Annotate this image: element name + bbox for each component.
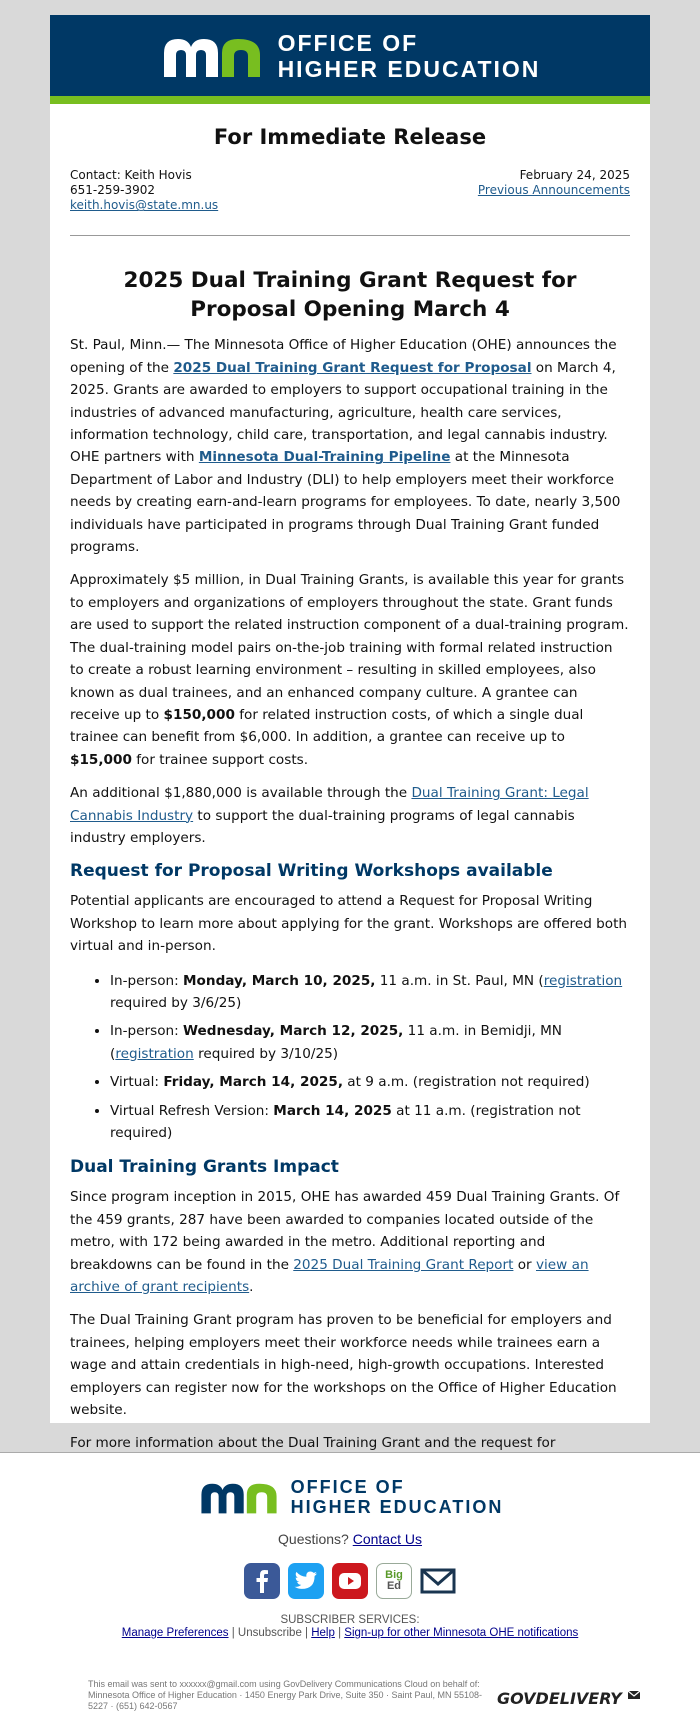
registration-link[interactable]: registration <box>543 972 623 989</box>
mn-logo-icon <box>197 1479 281 1515</box>
header-banner <box>50 15 650 104</box>
footer-wordmark: OFFICE OF HIGHER EDUCATION <box>290 1477 504 1517</box>
grant-report-link[interactable]: 2025 Dual Training Grant Report <box>293 1256 514 1273</box>
workshops-heading: Request for Proposal Writing Workshops available <box>70 861 553 882</box>
youtube-icon[interactable] <box>332 1563 368 1599</box>
unsubscribe-link[interactable]: Unsubscribe <box>237 1627 302 1639</box>
paragraph-benefits: The Dual Training Grant program has proven to be beneficial for employers and trainees, helping employers meet their workforce needs while trainees earn a wage and attain credentials in high-need, high-growth occupations. Interested employers can register now for the workshops on the Office of Higher Education website. <box>70 1312 617 1419</box>
workshop-list <box>70 970 630 1145</box>
paragraph-impact: Since program inception in 2015, OHE has awarded 459 Dual Training Grants. Of the 459 grants, 287 have been awarded to companies located outside of the metro, with 172 being awarded in the metro. Additional reporting and breakdowns can be found in the 2025 Dual Training Grant Report or view an archive of grant recipients. <box>70 1189 620 1296</box>
contact-phone: 651-259-3902 <box>70 183 156 198</box>
facebook-icon[interactable] <box>244 1563 280 1599</box>
cannabis-grant-link[interactable]: Dual Training Grant: Legal Cannabis Industry <box>70 785 589 824</box>
rfp-link[interactable]: 2025 Dual Training Grant Request for Proposal <box>173 359 532 376</box>
impact-heading: Dual Training Grants Impact <box>70 1157 339 1178</box>
release-content <box>50 126 650 1533</box>
footer <box>0 1452 700 1718</box>
legal-notice: This email was sent to xxxxxx@gmail.com using GovDelivery Communications Cloud on behalf of: Minnesota Office of Higher Education · 1450 Energy Park Drive, Suite 350 · Saint Paul, MN 55108-5227 · (651) 642-0567 <box>88 1679 483 1711</box>
workshop-item: • In-person: Wednesday, March 12, 2025, 11 a.m. in Bemidji, MN (registration required by 3/10/25) <box>110 1020 630 1065</box>
ohe-wordmark: OFFICE OF HIGHER EDUCATION <box>277 29 541 82</box>
big-ed-icon[interactable]: Big Ed <box>376 1563 412 1599</box>
paragraph-more-info: For more information about the Dual Training Grant and the request for <box>70 1432 630 1499</box>
headline: 2025 Dual Training Grant Request for Proposal Opening March 4 <box>123 268 577 323</box>
paragraph-funding: Approximately $5 million, in Dual Training Grants, is available this year for grants to employers and organizations of employers throughout the state. Grant funds are used to support the related instruction component of a dual-training program. The dual-training model pairs on-the-job training with formal related instruction to create a robust learning environment – resulting in skilled employees, also known as dual trainees, and an enhanced company culture. A grantee can receive up to $150,000 for related instruction costs, of which a single dual trainee can benefit from $6,000. In addition, a grantee can receive up to $15,000 for trainee support costs. <box>70 572 629 768</box>
subscriber-services-title: SUBSCRIBER SERVICES: <box>280 1614 420 1626</box>
manage-preferences-link[interactable]: Manage Preferences <box>121 1627 229 1639</box>
contact-us-link[interactable]: Contact Us <box>352 1531 422 1547</box>
divider <box>70 235 630 236</box>
footer-logo[interactable] <box>0 1477 700 1517</box>
paragraph-intro: St. Paul, Minn.— The Minnesota Office of Higher Education (OHE) announces the opening of the 2025 Dual Training Grant Request for Proposal on March 4, 2025. Grants are awarded to employers to support occupational training in the industries of advanced manufacturing, agriculture, health care services, information technology, child care, transportation, and legal cannabis industry. OHE partners with Minnesota Dual-Training Pipeline at the Minnesota Department of Labor and Industry (DLI) to help employers meet their workforce needs by creating earn-and-learn programs for employees. To date, nearly 3,500 individuals have participated in programs through Dual Training Grant funded programs. <box>70 337 621 556</box>
separator: | <box>231 1627 238 1639</box>
twitter-icon[interactable] <box>288 1563 324 1599</box>
workshop-item: • Virtual: Friday, March 14, 2025, at 9 a.m. (registration not required) <box>110 1071 630 1093</box>
ohe-logo[interactable] <box>160 30 541 82</box>
contact-block <box>70 168 218 213</box>
grant-archive-link[interactable]: view an archive of grant recipients <box>70 1256 589 1296</box>
social-icons <box>0 1563 700 1599</box>
subscriber-links <box>0 1627 700 1639</box>
workshop-item: • Virtual Refresh Version: March 14, 2025 at 11 a.m. (registration not required) <box>110 1100 630 1145</box>
previous-announcements-link[interactable]: Previous Announcements <box>477 183 630 198</box>
registration-link[interactable]: registration <box>115 1045 194 1062</box>
release-title: For Immediate Release <box>213 125 487 149</box>
questions-line: Questions? Contact Us <box>278 1531 422 1547</box>
email-icon[interactable] <box>420 1563 456 1599</box>
mn-logo-icon <box>160 33 264 79</box>
separator: | <box>305 1627 312 1639</box>
contact-name: Contact: Keith Hovis <box>70 168 192 183</box>
paragraph-cannabis: An additional $1,880,000 is available through the Dual Training Grant: Legal Cannabis Industry to support the dual-training programs of legal cannabis industry employers. <box>70 785 589 846</box>
workshops-intro: Potential applicants are encouraged to attend a Request for Proposal Writing Workshop to learn more about applying for the grant. Workshops are offered both virtual and in-person. <box>70 893 628 955</box>
contact-row <box>70 168 630 213</box>
workshop-item: • In-person: Monday, March 10, 2025, 11 a.m. in St. Paul, MN (registration required by 3/6/25) <box>110 970 630 1015</box>
release-date: February 24, 2025 <box>519 168 630 183</box>
help-link[interactable]: Help <box>311 1627 335 1639</box>
envelope-icon <box>627 1689 641 1701</box>
signup-link[interactable]: Sign-up for other Minnesota OHE notifications <box>344 1627 579 1639</box>
dual-training-pipeline-link[interactable]: Minnesota Dual-Training Pipeline <box>198 449 451 466</box>
date-block <box>478 168 630 213</box>
contact-email-link[interactable]: keith.hovis@state.mn.us <box>70 198 219 213</box>
govdelivery-logo[interactable]: GOVDELIVERY <box>497 1689 641 1708</box>
separator: | <box>338 1627 345 1639</box>
email-card <box>50 15 650 1452</box>
